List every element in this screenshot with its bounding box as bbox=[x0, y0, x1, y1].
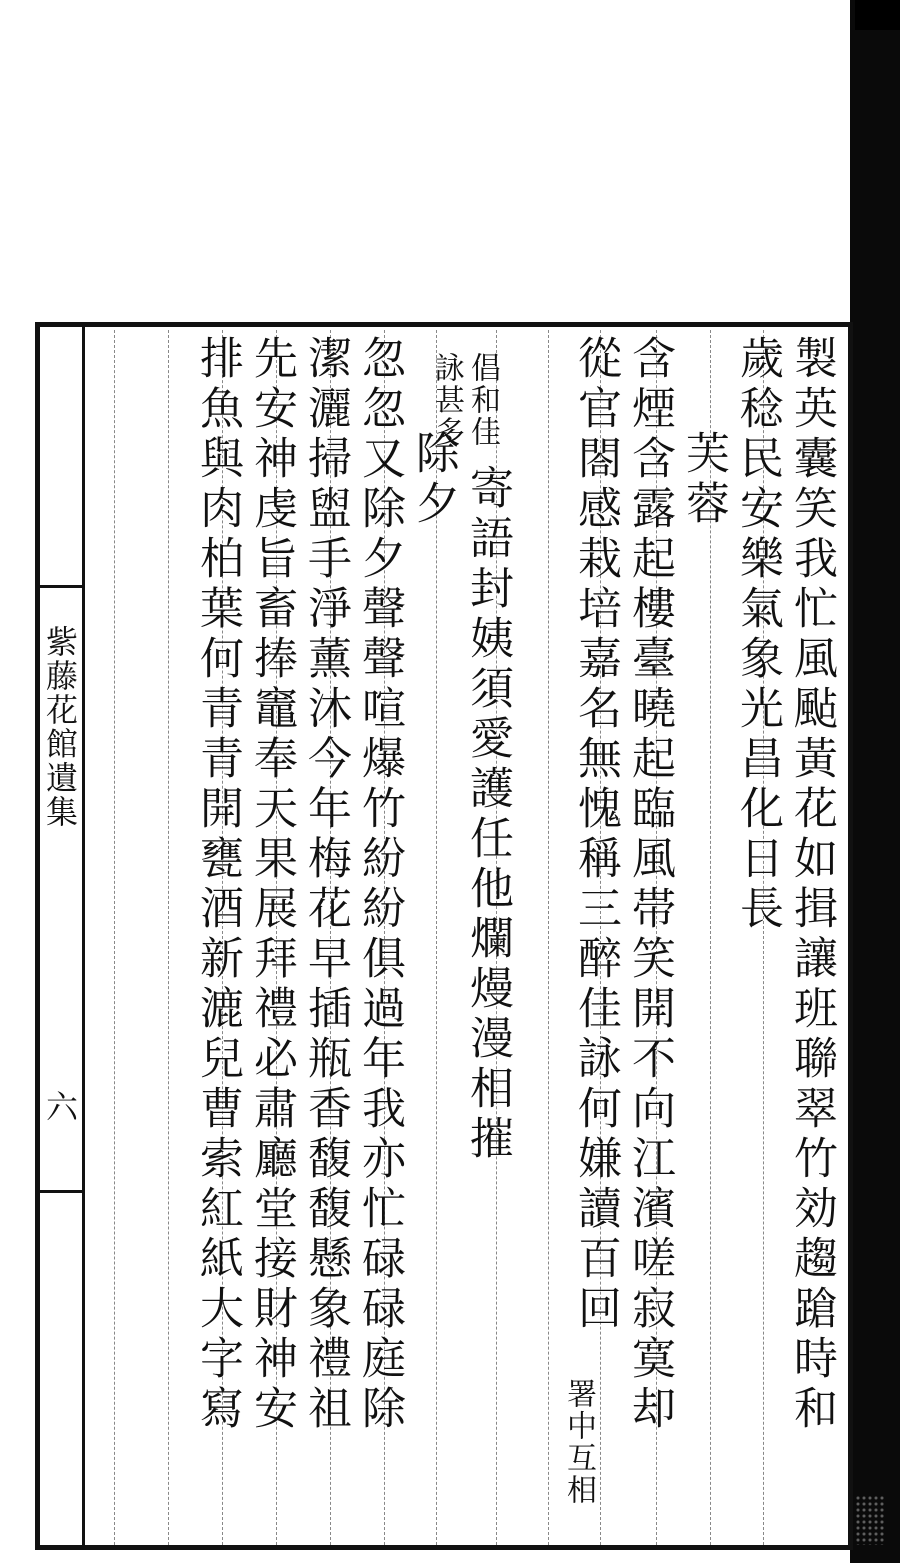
text-column-4: 含煙含露起樓臺曉起臨風帯笑開不向江濱嗟寂寞却 bbox=[624, 335, 675, 1435]
annotation-line-1: 倡和佳 bbox=[465, 352, 500, 448]
scan-noise bbox=[855, 1495, 885, 1545]
text-column-5: 從官閤感栽培嘉名無愧稱三醉佳詠何嫌讀百回 bbox=[570, 335, 621, 1335]
text-column-13: 排魚與肉柏葉何青青開甕酒新漉兒曹索紅紙大字寫 bbox=[192, 335, 243, 1435]
text-column-11: 潔灑掃盥手淨薰沐今年梅花早插瓶香馥馥懸象禮祖 bbox=[300, 335, 351, 1435]
book-margin-strip bbox=[35, 322, 85, 1550]
book-title: 紫藤花館遺集 bbox=[41, 625, 79, 829]
fishtail-bottom bbox=[36, 1130, 82, 1193]
text-column-1: 製英囊笑我忙風颭黃花如揖讓班聯翠竹効趨蹌時和 bbox=[786, 335, 837, 1435]
page-number: 六 bbox=[41, 1090, 79, 1122]
annotation-note: 署中互相 bbox=[561, 1378, 596, 1506]
scan-dark-edge bbox=[850, 0, 900, 1563]
poem-title-furong: 芙蓉 bbox=[678, 430, 729, 530]
text-column-8: 寄語封姨須愛護任他爛熳漫相摧 bbox=[462, 465, 513, 1165]
annotation-line-2: 詠甚多 bbox=[429, 352, 464, 448]
scan-dark-corner bbox=[855, 0, 900, 30]
text-column-10: 忽忽又除夕聲聲喧爆竹紛紛俱過年我亦忙碌碌庭除 bbox=[354, 335, 405, 1435]
column-rule bbox=[114, 330, 115, 1545]
text-column-12: 先安神虔旨畜捧竈奉天果展拜禮必肅廳堂接財神安 bbox=[246, 335, 297, 1435]
poem-title-chuxi: 除夕 bbox=[408, 430, 459, 530]
column-rule bbox=[548, 330, 549, 1545]
text-column-2: 歲稔民安樂氣象光昌化日長 bbox=[732, 335, 783, 935]
column-rule bbox=[168, 330, 169, 1545]
